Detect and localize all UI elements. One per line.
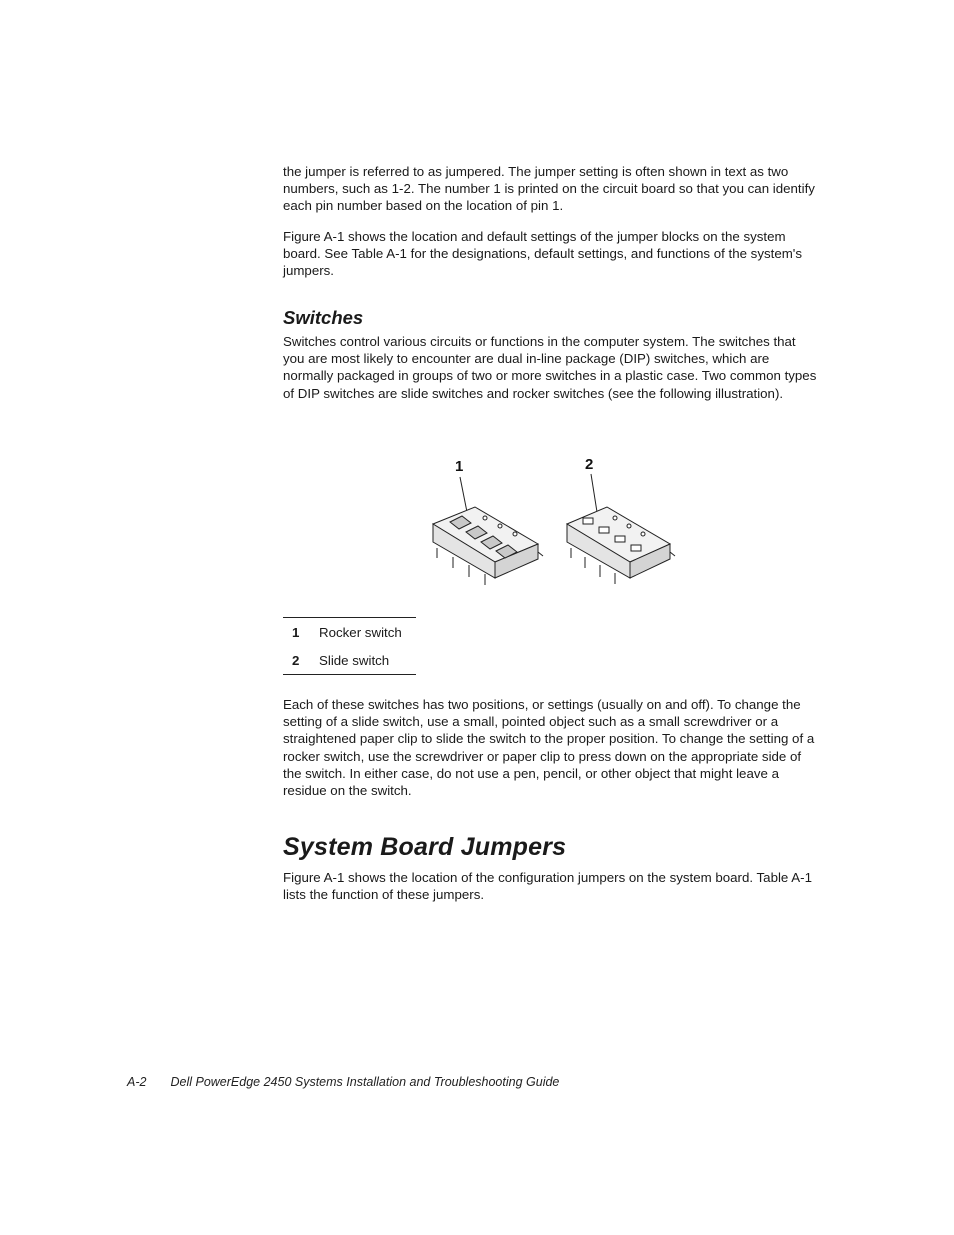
figure-label-1: 1 — [455, 458, 464, 475]
paragraph-switches: Switches control various circuits or functions in the computer system. The switches that you are most likely to encounter are dual in-line package (DIP) switches, which are normally packaged in groups of two or more switches in a plastic case. Two common types of DIP switches are slide switches and rocker switches (see the following illustration). — [283, 334, 817, 401]
leader-line-1 — [460, 477, 467, 512]
callout-row — [283, 618, 416, 646]
leader-line-2 — [591, 474, 597, 512]
heading-switches: Switches — [283, 307, 364, 328]
callout-label: Rocker switch — [319, 624, 402, 640]
rocker-switch-package — [433, 507, 543, 585]
footer-title: Dell PowerEdge 2450 Systems Installation and Troubleshooting Guide — [170, 1075, 560, 1089]
page-footer — [127, 1075, 559, 1089]
callout-row — [283, 646, 416, 674]
callout-number: 1 — [292, 624, 300, 640]
callout-label: Slide switch — [319, 652, 390, 668]
page-number: A-2 — [127, 1075, 147, 1089]
figure-callout-table — [283, 617, 416, 675]
slide-switch-package — [567, 507, 675, 584]
paragraph-switch-settings: Each of these switches has two positions, or settings (usually on and off). To change the setting of a slide switch, use a small, pointed object such as a small screwdriver or a straightened paper clip to slide the switch to the proper position. To change the setting of a rocker switch, use the screwdriver or paper clip to press down on the appropriate side of the switch. In either case, do not use a pen, pencil, or other object that might leave a residue on the switch. — [283, 697, 815, 799]
heading-system-board-jumpers: System Board Jumpers — [283, 833, 567, 861]
paragraph-jumper-intro: the jumper is referred to as jumpered. The jumper setting is often shown in text as two numbers, such as 1-2. The number 1 is printed on the circuit board so that you can identify each pin number based on the location of pin 1. — [283, 164, 815, 214]
paragraph-jumpers-intro: Figure A-1 shows the location of the configuration jumpers on the system board. Table A-1 lists the function of these jumpers. — [283, 870, 812, 903]
dip-switch-illustration — [425, 452, 685, 592]
figure-label-2: 2 — [585, 456, 594, 473]
paragraph-figure-reference: Figure A-1 shows the location and default settings of the jumper blocks on the system board. See Table A-1 for the designations, default settings, and functions of the system's jumpers. — [283, 229, 802, 279]
dip-switch-drawing — [425, 452, 685, 592]
callout-number: 2 — [292, 652, 300, 668]
